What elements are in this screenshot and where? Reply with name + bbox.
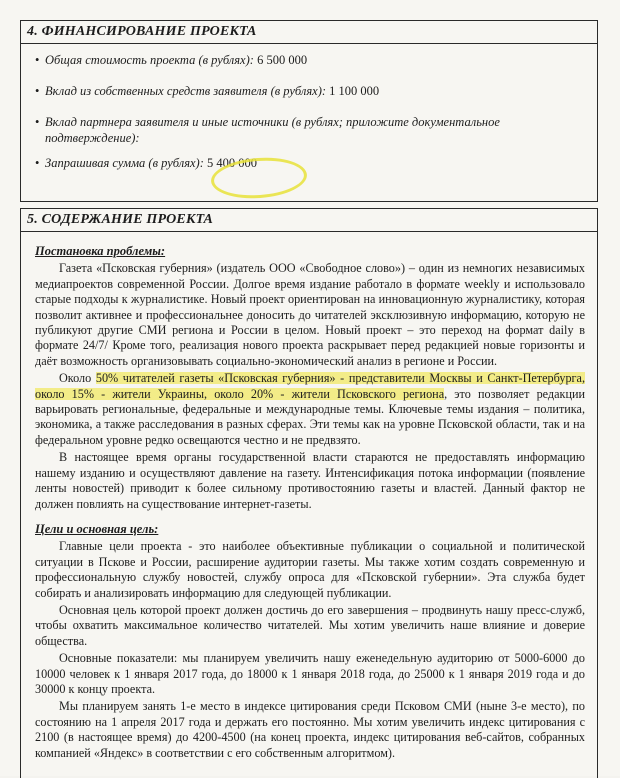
goals-paragraph-2: Основная цель которой проект должен достичь до его завершения – продвинуть нашу пресс-служб, чтобы охватить максимальное количество читателей. Мы хотим увеличить наше влияние и доверие общества.: [35, 602, 585, 648]
requested-sum-value: 5 400 000: [203, 156, 258, 170]
content-section-title: 5. СОДЕРЖАНИЕ ПРОЕКТА: [21, 209, 597, 232]
financing-list: [21, 44, 597, 171]
partner-funds-item: [35, 114, 585, 146]
problem-paragraph-2-start: Около: [59, 371, 96, 386]
content-body: [21, 232, 597, 761]
financing-section: [20, 20, 598, 202]
partner-funds-label: Вклад партнера заявителя и иные источники (в рублях; приложите документальное подтверждение):: [45, 115, 500, 145]
goals-paragraph-4: Мы планируем занять 1-е место в индексе цитирования среди Псковом СМИ (ныне 3-е место), по состоянию на 1 апреля 2017 года и держать его постоянно. Мы хотим увеличить индекс цитирования с 2100 (в настоящее время) до 4200-4500 (на конец проекта, индекс цитирования веб-сайтов, собранных компанией «Яндекс» в соответствии с его собственным алгоритмом).: [35, 699, 585, 760]
problem-heading: Постановка проблемы:: [35, 244, 166, 258]
own-funds-value: 1 100 000: [326, 84, 380, 98]
own-funds-label: Вклад из собственных средств заявителя (в рублях):: [45, 84, 327, 98]
requested-sum-item: [35, 155, 585, 171]
goals-heading: Цели и основная цель:: [35, 521, 159, 536]
total-cost-item: [35, 52, 585, 68]
section-gap: [35, 514, 585, 522]
problem-paragraph-2: [35, 371, 585, 448]
problem-paragraph-2-end: , это позволяет редакции варьировать региональные, федеральные и международные темы. Ключевые темы издания – политика, экономика, а также расследования в разных сферах. Эти темы как на уровне Псковской области, так и на федеральном уровне редко освещаются честно и не предвзято.: [35, 386, 586, 447]
problem-paragraph-1: Газета «Псковская губерния» (издатель ООО «Свободное слово») – один из немногих независимых медиапроектов современной России. Долгое время издание работало в формате weekly и использовало старые подходы к журналистике. Новый проект ориентирован на инновационную журналистику, которая позволит активнее и профессиональнее доносить до читателей эксклюзивную информацию, которую не публикуют другие СМИ региона и России в целом. Новый проект – это переход на формат daily в формате 24/7/ Кроме того, реализация нового проекта раскрывает перед редакцией новые горизонты и даёт возможность организовывать социально-экономический анализ в регионе и России.: [35, 261, 585, 368]
requested-sum-label: Запрашивая сумма (в рублях):: [45, 156, 204, 170]
goals-paragraph-1: Главные цели проекта - это наиболее объективные публикации о социальной и политической ситуации в Пскове и России, расширение аудитории газеты. Мы также хотим создать современную и профессиональную службу новостей, службу опроса для «Псковской губернии». Эта служба будет собирать и анализировать информацию для следующей публикации.: [35, 539, 585, 600]
financing-section-title: 4. ФИНАНСИРОВАНИЕ ПРОЕКТА: [21, 21, 597, 44]
total-cost-value: 6 500 000: [253, 53, 308, 67]
total-cost-label: Общая стоимость проекта (в рублях):: [45, 53, 254, 67]
own-funds-item: [35, 83, 585, 99]
readership-highlight: 50% читателей газеты «Псковская губерния» - представители Москвы и Санкт-Петербурга, около 15% - жители Украины, около 20% - жители Псковского региона: [35, 371, 586, 401]
content-section: [20, 208, 598, 778]
goals-paragraph-3: Основные показатели: мы планируем увеличить нашу еженедельную аудиторию от 5000-6000 до 10000 человек к 1 января 2017 года, до 18000 к 1 января 2018 года, до 25000 к 1 января 2019 года и до 30000 к концу проекта.: [35, 651, 585, 696]
problem-paragraph-3: В настоящее время органы государственной власти стараются не предоставлять информацию нашему изданию и осуществляют давление на газету. Интенсификация потока информации (появление ленты новостей) приводит к более сильному противостоянию газеты и властей. Данный фактор не должен повлиять на существование интернет-газеты.: [35, 450, 585, 511]
